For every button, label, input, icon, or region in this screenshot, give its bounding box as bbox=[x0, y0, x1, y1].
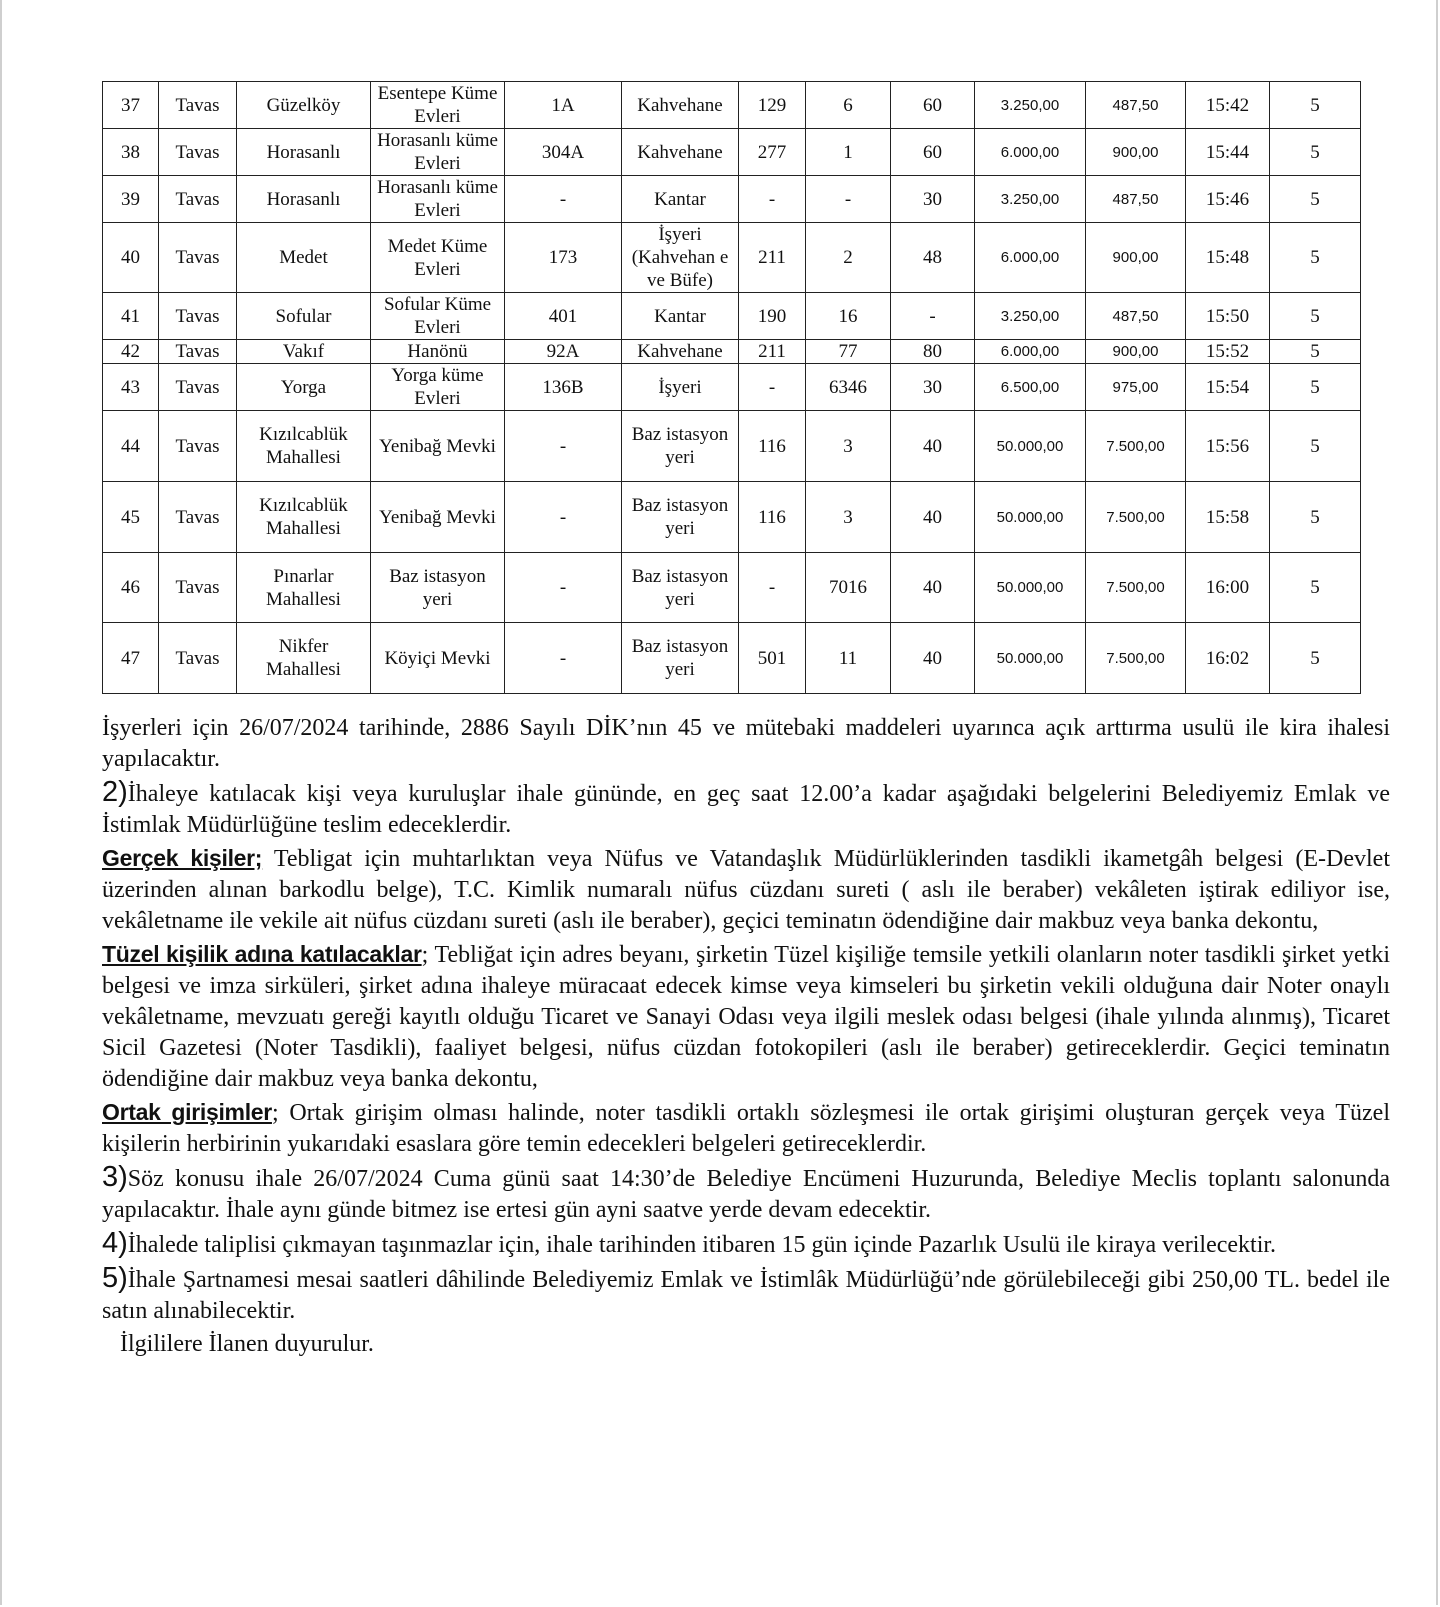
cell-c9: 60 bbox=[891, 82, 975, 129]
cell-ilce: Tavas bbox=[159, 364, 237, 411]
cell-ada: 136B bbox=[505, 364, 622, 411]
cell-nitelik: Kahvehane bbox=[622, 129, 739, 176]
cell-c9: - bbox=[891, 293, 975, 340]
cell-mahalle: Horasanlı bbox=[237, 129, 371, 176]
cell-c7: 211 bbox=[739, 223, 806, 293]
cell-nitelik: Baz istasyon yeri bbox=[622, 411, 739, 482]
cell-c7: 190 bbox=[739, 293, 806, 340]
cell-c9: 80 bbox=[891, 340, 975, 364]
section-5-number: 5) bbox=[102, 1262, 128, 1294]
cell-sure: 5 bbox=[1270, 340, 1361, 364]
cell-no: 42 bbox=[103, 340, 159, 364]
cell-mevki: Baz istasyon yeri bbox=[371, 553, 505, 623]
cell-sure: 5 bbox=[1270, 411, 1361, 482]
cell-mevki: Horasanlı küme Evleri bbox=[371, 176, 505, 223]
cell-ilce: Tavas bbox=[159, 129, 237, 176]
cell-ada: - bbox=[505, 176, 622, 223]
cell-c7: 129 bbox=[739, 82, 806, 129]
cell-teminat: 900,00 bbox=[1086, 223, 1186, 293]
table-row bbox=[103, 411, 1361, 482]
cell-saat: 15:54 bbox=[1186, 364, 1270, 411]
cell-teminat: 7.500,00 bbox=[1086, 411, 1186, 482]
cell-no: 44 bbox=[103, 411, 159, 482]
cell-mevki: Yenibağ Mevki bbox=[371, 482, 505, 553]
section-4 bbox=[102, 1228, 1390, 1261]
cell-c8: - bbox=[806, 176, 891, 223]
cell-ada: - bbox=[505, 482, 622, 553]
cell-c7: - bbox=[739, 364, 806, 411]
cell-c8: 7016 bbox=[806, 553, 891, 623]
table-row bbox=[103, 364, 1361, 411]
section-2-text: İhaleye katılacak kişi veya kuruluşlar ihale gününde, en geç saat 12.00’a kadar aşağıdaki belgelerini Belediyemiz Emlak ve İstimlak Müdürlüğüne teslim edeceklerdir. bbox=[102, 781, 1390, 838]
cell-mahalle: Nikfer Mahallesi bbox=[237, 623, 371, 694]
cell-sure: 5 bbox=[1270, 623, 1361, 694]
cell-mevki: Hanönü bbox=[371, 340, 505, 364]
cell-ilce: Tavas bbox=[159, 223, 237, 293]
cell-saat: 16:02 bbox=[1186, 623, 1270, 694]
cell-c7: - bbox=[739, 176, 806, 223]
cell-c7: - bbox=[739, 553, 806, 623]
cell-c7: 277 bbox=[739, 129, 806, 176]
cell-nitelik: Kahvehane bbox=[622, 340, 739, 364]
section-3-text: Söz konusu ihale 26/07/2024 Cuma günü saat 14:30’de Belediye Encümeni Huzurunda, Belediye Meclis toplantı salonunda yapılacaktır. İhale aynı günde bitmez ise ertesi gün ayni saatve yerde devam edecektir. bbox=[102, 1166, 1390, 1223]
cell-saat: 15:48 bbox=[1186, 223, 1270, 293]
cell-teminat: 975,00 bbox=[1086, 364, 1186, 411]
table-row bbox=[103, 340, 1361, 364]
cell-mahalle: Pınarlar Mahallesi bbox=[237, 553, 371, 623]
cell-c7: 211 bbox=[739, 340, 806, 364]
gercek-kisiler-label: Gerçek kişiler; bbox=[102, 845, 263, 871]
cell-no: 47 bbox=[103, 623, 159, 694]
cell-ilce: Tavas bbox=[159, 176, 237, 223]
cell-nitelik: İşyeri bbox=[622, 364, 739, 411]
announcement-text bbox=[102, 713, 1390, 1362]
lease-table-body bbox=[103, 82, 1361, 694]
cell-sure: 5 bbox=[1270, 553, 1361, 623]
cell-c9: 40 bbox=[891, 623, 975, 694]
cell-nitelik: İşyeri (Kahvehan e ve Büfe) bbox=[622, 223, 739, 293]
cell-teminat: 487,50 bbox=[1086, 82, 1186, 129]
cell-nitelik: Kantar bbox=[622, 293, 739, 340]
cell-ilce: Tavas bbox=[159, 623, 237, 694]
cell-mahalle: Güzelköy bbox=[237, 82, 371, 129]
cell-sure: 5 bbox=[1270, 293, 1361, 340]
cell-saat: 15:42 bbox=[1186, 82, 1270, 129]
cell-bedel: 6.000,00 bbox=[975, 340, 1086, 364]
cell-no: 46 bbox=[103, 553, 159, 623]
cell-saat: 15:58 bbox=[1186, 482, 1270, 553]
cell-nitelik: Kahvehane bbox=[622, 82, 739, 129]
cell-saat: 16:00 bbox=[1186, 553, 1270, 623]
cell-c9: 30 bbox=[891, 364, 975, 411]
cell-c9: 40 bbox=[891, 553, 975, 623]
cell-ada: - bbox=[505, 411, 622, 482]
cell-c8: 6 bbox=[806, 82, 891, 129]
closing-line: İlgililere İlanen duyurulur. bbox=[120, 1331, 374, 1357]
cell-c8: 3 bbox=[806, 482, 891, 553]
cell-mevki: Yenibağ Mevki bbox=[371, 411, 505, 482]
cell-no: 38 bbox=[103, 129, 159, 176]
cell-saat: 15:46 bbox=[1186, 176, 1270, 223]
tuzel-kisilik-paragraph bbox=[102, 939, 1390, 1095]
cell-no: 39 bbox=[103, 176, 159, 223]
ortak-girisim-text: ; Ortak girişim olması halinde, noter tasdikli ortaklı sözleşmesi ile ortak girişimi oluşturan gerçek veya Tüzel kişilerin herbirinin yukarıdaki esaslara göre temin edecekleri belgeleri getireceklerdir. bbox=[102, 1100, 1390, 1157]
cell-c9: 60 bbox=[891, 129, 975, 176]
cell-c8: 2 bbox=[806, 223, 891, 293]
cell-nitelik: Kantar bbox=[622, 176, 739, 223]
cell-c8: 6346 bbox=[806, 364, 891, 411]
cell-bedel: 3.250,00 bbox=[975, 176, 1086, 223]
cell-ilce: Tavas bbox=[159, 482, 237, 553]
section-4-number: 4) bbox=[102, 1227, 128, 1259]
cell-ada: 401 bbox=[505, 293, 622, 340]
cell-bedel: 3.250,00 bbox=[975, 82, 1086, 129]
section-3 bbox=[102, 1162, 1390, 1226]
cell-no: 45 bbox=[103, 482, 159, 553]
cell-saat: 15:50 bbox=[1186, 293, 1270, 340]
cell-c8: 16 bbox=[806, 293, 891, 340]
table-row bbox=[103, 223, 1361, 293]
table-row bbox=[103, 82, 1361, 129]
cell-c8: 11 bbox=[806, 623, 891, 694]
cell-ilce: Tavas bbox=[159, 82, 237, 129]
cell-ada: 1A bbox=[505, 82, 622, 129]
table-row bbox=[103, 293, 1361, 340]
cell-bedel: 50.000,00 bbox=[975, 411, 1086, 482]
table-row bbox=[103, 553, 1361, 623]
cell-sure: 5 bbox=[1270, 223, 1361, 293]
cell-ilce: Tavas bbox=[159, 411, 237, 482]
cell-ada: 304A bbox=[505, 129, 622, 176]
table-row bbox=[103, 623, 1361, 694]
cell-teminat: 900,00 bbox=[1086, 129, 1186, 176]
cell-c9: 48 bbox=[891, 223, 975, 293]
cell-mevki: Esentepe Küme Evleri bbox=[371, 82, 505, 129]
table-row bbox=[103, 129, 1361, 176]
cell-c9: 30 bbox=[891, 176, 975, 223]
ortak-girisim-label: Ortak girişimler bbox=[102, 1099, 272, 1125]
cell-no: 43 bbox=[103, 364, 159, 411]
cell-saat: 15:56 bbox=[1186, 411, 1270, 482]
cell-ilce: Tavas bbox=[159, 293, 237, 340]
section-3-number: 3) bbox=[102, 1161, 128, 1193]
cell-c7: 116 bbox=[739, 482, 806, 553]
tuzel-kisilik-label: Tüzel kişilik adına katılacaklar bbox=[102, 941, 422, 967]
ortak-girisim-paragraph bbox=[102, 1097, 1390, 1160]
cell-mevki: Sofular Küme Evleri bbox=[371, 293, 505, 340]
cell-sure: 5 bbox=[1270, 364, 1361, 411]
cell-saat: 15:44 bbox=[1186, 129, 1270, 176]
cell-c9: 40 bbox=[891, 482, 975, 553]
cell-mahalle: Kızılcablük Mahallesi bbox=[237, 411, 371, 482]
cell-c7: 501 bbox=[739, 623, 806, 694]
cell-no: 37 bbox=[103, 82, 159, 129]
cell-c8: 1 bbox=[806, 129, 891, 176]
cell-nitelik: Baz istasyon yeri bbox=[622, 553, 739, 623]
cell-c8: 77 bbox=[806, 340, 891, 364]
cell-mahalle: Medet bbox=[237, 223, 371, 293]
cell-sure: 5 bbox=[1270, 82, 1361, 129]
cell-bedel: 50.000,00 bbox=[975, 553, 1086, 623]
cell-sure: 5 bbox=[1270, 176, 1361, 223]
cell-mahalle: Yorga bbox=[237, 364, 371, 411]
cell-nitelik: Baz istasyon yeri bbox=[622, 623, 739, 694]
section-5-text: İhale Şartnamesi mesai saatleri dâhilinde Belediyemiz Emlak ve İstimlâk Müdürlüğü’nde görülebileceği gibi 250,00 TL. bedel ile satın alınabilecektir. bbox=[102, 1267, 1390, 1324]
cell-mevki: Köyiçi Mevki bbox=[371, 623, 505, 694]
table-row bbox=[103, 482, 1361, 553]
section-2 bbox=[102, 777, 1390, 841]
cell-bedel: 6.000,00 bbox=[975, 129, 1086, 176]
cell-nitelik: Baz istasyon yeri bbox=[622, 482, 739, 553]
cell-bedel: 6.500,00 bbox=[975, 364, 1086, 411]
cell-bedel: 50.000,00 bbox=[975, 623, 1086, 694]
cell-ilce: Tavas bbox=[159, 553, 237, 623]
lease-table bbox=[102, 81, 1361, 694]
cell-c9: 40 bbox=[891, 411, 975, 482]
cell-c8: 3 bbox=[806, 411, 891, 482]
section-4-text: İhalede taliplisi çıkmayan taşınmazlar için, ihale tarihinden itibaren 15 gün içinde Pazarlık Usulü ile kiraya verilecektir. bbox=[127, 1232, 1277, 1258]
cell-teminat: 900,00 bbox=[1086, 340, 1186, 364]
cell-bedel: 50.000,00 bbox=[975, 482, 1086, 553]
cell-no: 41 bbox=[103, 293, 159, 340]
cell-mevki: Yorga küme Evleri bbox=[371, 364, 505, 411]
section-2-number: 2) bbox=[102, 776, 128, 808]
cell-sure: 5 bbox=[1270, 129, 1361, 176]
cell-sure: 5 bbox=[1270, 482, 1361, 553]
cell-ada: 92A bbox=[505, 340, 622, 364]
cell-bedel: 6.000,00 bbox=[975, 223, 1086, 293]
cell-teminat: 7.500,00 bbox=[1086, 553, 1186, 623]
cell-bedel: 3.250,00 bbox=[975, 293, 1086, 340]
cell-ada: 173 bbox=[505, 223, 622, 293]
tuzel-kisilik-text: ; Tebliğat için adres beyanı, şirketin Tüzel kişiliğe temsile yetkili olanların noter tasdikli şirket yetki belgesi ve imza sirküleri, şirket adına ihaleye müracaat edecek kimse veya kimseleri bu şirketin vekili olduğuna dair Noter onaylı vekâletname, mevzuatı gereği kayıtlı olduğu Ticaret ve Sanayi Odası veya ilgili meslek odası belgesi (ihale yılında alınmış), Ticaret Sicil Gazetesi (Noter Tasdikli), faaliyet belgesi, nüfus cüzdan fotokopileri (aslı ile beraber) getireceklerdir. Geçici teminatın ödendiğine dair makbuz veya banka dekontu, bbox=[102, 942, 1390, 1092]
cell-mahalle: Sofular bbox=[237, 293, 371, 340]
cell-ilce: Tavas bbox=[159, 340, 237, 364]
table-row bbox=[103, 176, 1361, 223]
cell-ada: - bbox=[505, 623, 622, 694]
cell-ada: - bbox=[505, 553, 622, 623]
intro-paragraph: İşyerleri için 26/07/2024 tarihinde, 2886 Sayılı DİK’nın 45 ve mütebaki maddeleri uyarınca açık arttırma usulü ile kira ihalesi yapılacaktır. bbox=[102, 715, 1390, 772]
cell-c7: 116 bbox=[739, 411, 806, 482]
cell-no: 40 bbox=[103, 223, 159, 293]
cell-teminat: 487,50 bbox=[1086, 176, 1186, 223]
cell-mahalle: Kızılcablük Mahallesi bbox=[237, 482, 371, 553]
cell-mevki: Horasanlı küme Evleri bbox=[371, 129, 505, 176]
cell-saat: 15:52 bbox=[1186, 340, 1270, 364]
section-5 bbox=[102, 1263, 1390, 1327]
gercek-kisiler-paragraph bbox=[102, 843, 1390, 937]
cell-teminat: 7.500,00 bbox=[1086, 623, 1186, 694]
cell-teminat: 7.500,00 bbox=[1086, 482, 1186, 553]
cell-teminat: 487,50 bbox=[1086, 293, 1186, 340]
cell-mahalle: Horasanlı bbox=[237, 176, 371, 223]
cell-mahalle: Vakıf bbox=[237, 340, 371, 364]
gercek-kisiler-text: Tebligat için muhtarlıktan veya Nüfus ve Vatandaşlık Müdürlüklerinden tasdikli ikametgâh belgesi (E-Devlet üzerinden alınan barkodlu belge), T.C. Kimlik numaralı nüfus cüzdanı sureti ( aslı ile beraber) vekâleten iştirak ediliyor ise, vekâletname ile vekile ait nüfus cüzdanı sureti (aslı ile beraber), geçici teminatın ödendiğine dair makbuz veya banka dekontu, bbox=[102, 846, 1390, 934]
cell-mevki: Medet Küme Evleri bbox=[371, 223, 505, 293]
